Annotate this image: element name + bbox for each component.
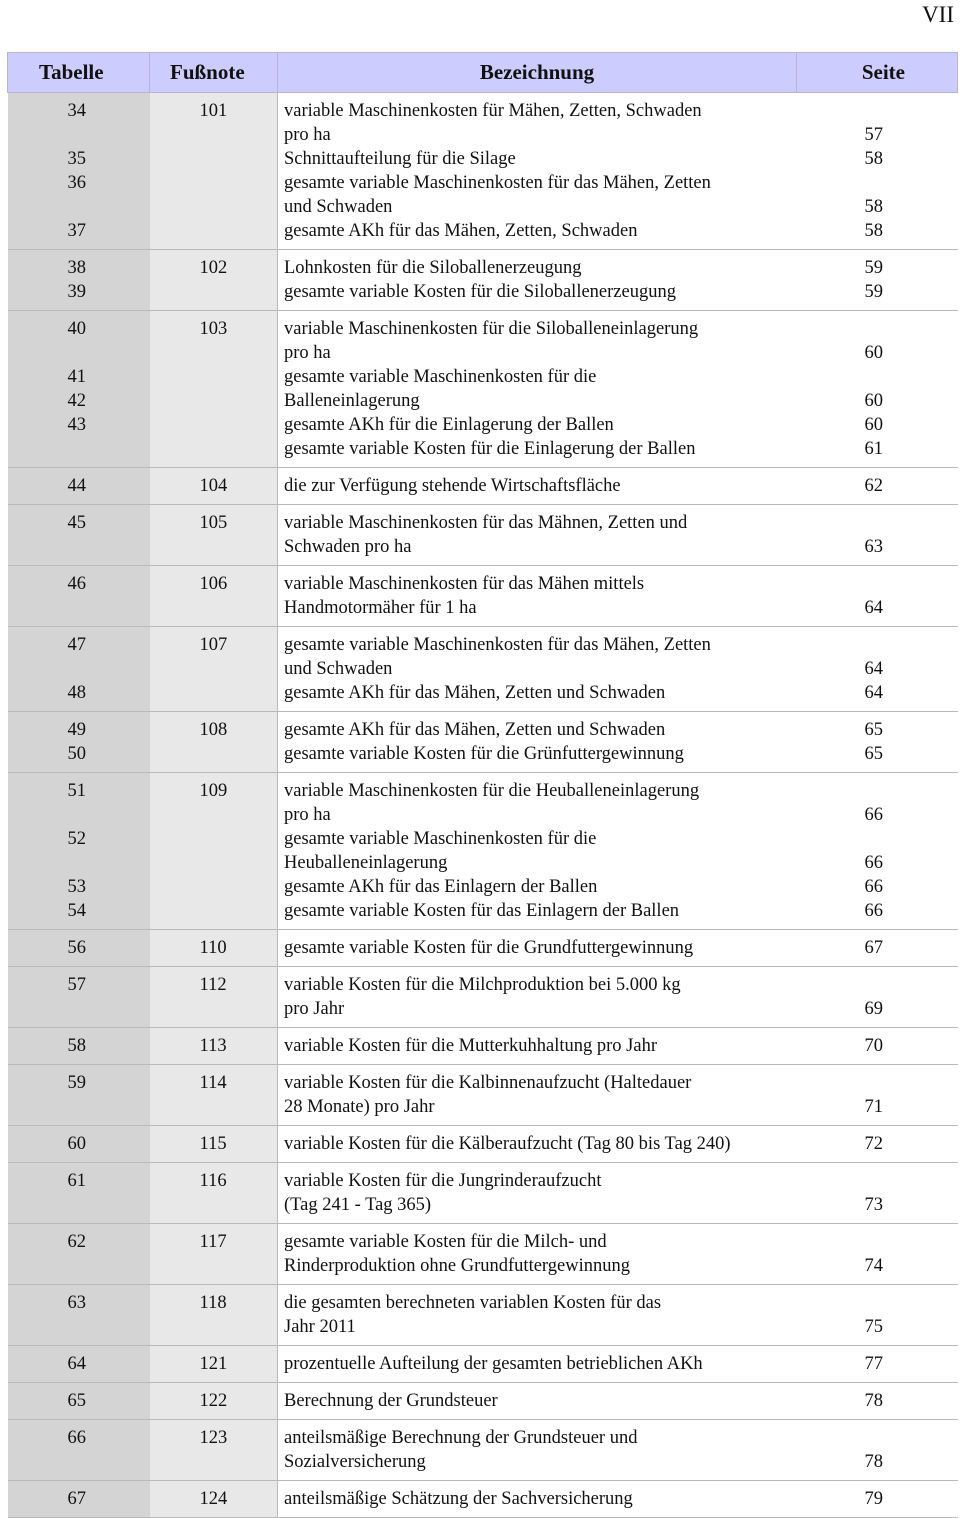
page-number-ref — [865, 171, 958, 195]
page-cell — [797, 468, 958, 505]
page-cell — [797, 1420, 958, 1481]
table-number-cell — [8, 468, 150, 505]
table-number: 61 — [67, 1171, 86, 1191]
page-number-ref — [865, 511, 958, 535]
page-number-ref: 79 — [864, 1489, 883, 1509]
footnote-cell — [150, 1126, 278, 1163]
table-body — [8, 93, 958, 1518]
page-number-ref — [865, 317, 958, 341]
description-cell — [278, 311, 797, 468]
page-cell — [797, 311, 958, 468]
table-row — [8, 773, 958, 930]
page-cell — [797, 627, 958, 712]
page-number-ref: 65 — [864, 744, 883, 764]
page-number-ref — [865, 633, 958, 657]
table-row — [8, 712, 958, 773]
table-row — [8, 1065, 958, 1126]
description-line: pro ha — [284, 343, 331, 363]
page-number-ref: 64 — [864, 683, 883, 703]
table-number: 62 — [67, 1232, 86, 1252]
page-number-ref: 71 — [864, 1097, 883, 1117]
table-number-cell — [8, 1285, 150, 1346]
page-number-ref: 66 — [864, 877, 883, 897]
page-number-ref: 64 — [864, 598, 883, 618]
description-cell — [278, 1224, 797, 1285]
page-number-ref: 67 — [864, 938, 883, 958]
footnote-cell — [150, 1163, 278, 1224]
footnote-cell — [150, 1028, 278, 1065]
table-row — [8, 566, 958, 627]
table-number — [68, 1095, 150, 1119]
page-cell — [797, 1126, 958, 1163]
page-number-ref: 61 — [864, 439, 883, 459]
description-cell — [278, 1163, 797, 1224]
table-row — [8, 468, 958, 505]
table-number: 53 — [67, 877, 86, 897]
description-line: variable Maschinenkosten für Mähen, Zetten, Schwaden — [284, 101, 702, 121]
page-number-ref: 58 — [864, 149, 883, 169]
footnote-number: 122 — [199, 1391, 228, 1411]
table-number — [68, 997, 150, 1021]
page-cell — [797, 967, 958, 1028]
page-number-ref — [865, 99, 958, 123]
description-line: variable Kosten für die Jungrinderaufzucht — [284, 1171, 602, 1191]
page-number-ref — [865, 973, 958, 997]
table-row — [8, 250, 958, 311]
table-number: 66 — [67, 1428, 86, 1448]
description-line: die zur Verfügung stehende Wirtschaftsfläche — [284, 476, 621, 496]
table-number: 45 — [67, 513, 86, 533]
footnote-cell — [150, 505, 278, 566]
table-number: 52 — [67, 829, 86, 849]
page-cell — [797, 566, 958, 627]
footnote-number: 108 — [199, 720, 228, 740]
table-number — [68, 535, 150, 559]
page-number-ref — [865, 1426, 958, 1450]
description-cell — [278, 1028, 797, 1065]
table-row — [8, 1285, 958, 1346]
description-line: gesamte AKh für das Einlagern der Ballen — [284, 877, 598, 897]
description-line: Sozialversicherung — [284, 1452, 426, 1472]
table-row — [8, 1028, 958, 1065]
page-number-ref: 60 — [864, 415, 883, 435]
footnote-number: 110 — [199, 938, 227, 958]
table-number — [68, 1193, 150, 1217]
table-number: 64 — [67, 1354, 86, 1374]
table-number-cell — [8, 1163, 150, 1224]
description-cell — [278, 93, 797, 250]
description-cell — [278, 930, 797, 967]
description-line: und Schwaden — [284, 659, 393, 679]
table-number — [68, 1450, 150, 1474]
table-number-cell — [8, 1346, 150, 1383]
table-number — [68, 657, 150, 681]
description-line: die gesamten berechneten variablen Kosten für das — [284, 1293, 662, 1313]
table-number-cell — [8, 93, 150, 250]
footnote-cell — [150, 1481, 278, 1518]
page-cell — [797, 250, 958, 311]
table-number: 56 — [67, 938, 86, 958]
page-number-ref — [865, 779, 958, 803]
page-number-ref — [865, 1230, 958, 1254]
description-line: anteilsmäßige Schätzung der Sachversicherung — [284, 1489, 633, 1509]
footnote-number: 101 — [199, 101, 228, 121]
description-line: Schnittaufteilung für die Silage — [284, 149, 516, 169]
table-number-cell — [8, 250, 150, 311]
page-cell — [797, 1028, 958, 1065]
table-number-cell — [8, 566, 150, 627]
description-line: variable Kosten für die Kalbinnenaufzucht (Haltedauer — [284, 1073, 692, 1093]
table-number: 50 — [67, 744, 86, 764]
description-cell — [278, 1065, 797, 1126]
description-line: gesamte variable Maschinenkosten für die — [284, 367, 597, 387]
description-line: Lohnkosten für die Siloballenerzeugung — [284, 258, 582, 278]
page-number-ref: 57 — [864, 125, 883, 145]
footnote-cell — [150, 712, 278, 773]
table-number — [68, 195, 150, 219]
table-number: 42 — [67, 391, 86, 411]
page-number-ref: 73 — [864, 1195, 883, 1215]
page-number-ref: 62 — [864, 476, 883, 496]
page-cell — [797, 1383, 958, 1420]
table-number: 65 — [67, 1391, 86, 1411]
description-line: variable Maschinenkosten für die Heuballeneinlagerung — [284, 781, 700, 801]
table-row — [8, 505, 958, 566]
page-cell — [797, 1285, 958, 1346]
header-fussnote: Fußnote — [150, 53, 278, 93]
table-number-cell — [8, 1481, 150, 1518]
description-line: variable Maschinenkosten für das Mähnen, Zetten und — [284, 513, 688, 533]
table-number-cell — [8, 1126, 150, 1163]
description-cell — [278, 1420, 797, 1481]
page-cell — [797, 930, 958, 967]
description-line: gesamte variable Maschinenkosten für das Mähen, Zetten — [284, 635, 711, 655]
description-cell — [278, 1126, 797, 1163]
table-number — [68, 437, 150, 461]
table-header — [8, 53, 958, 93]
description-line: gesamte variable Kosten für das Einlagern der Ballen — [284, 901, 680, 921]
table-number: 48 — [67, 683, 86, 703]
description-cell — [278, 1383, 797, 1420]
table-number: 57 — [67, 975, 86, 995]
page-number-ref: 60 — [864, 343, 883, 363]
description-line: gesamte variable Kosten für die Milch- und — [284, 1232, 607, 1252]
table-number — [68, 596, 150, 620]
page-number-ref: 66 — [864, 901, 883, 921]
table-number — [68, 803, 150, 827]
description-line: pro ha — [284, 125, 331, 145]
table-number: 54 — [67, 901, 86, 921]
footnote-cell — [150, 1285, 278, 1346]
table-row — [8, 311, 958, 468]
table-number-cell — [8, 1065, 150, 1126]
page-number-ref: 63 — [864, 537, 883, 557]
description-cell — [278, 627, 797, 712]
table-number: 35 — [67, 149, 86, 169]
page-cell — [797, 712, 958, 773]
description-line: gesamte variable Kosten für die Grünfuttergewinnung — [284, 744, 684, 764]
description-line: gesamte AKh für die Einlagerung der Ballen — [284, 415, 614, 435]
page-cell — [797, 1346, 958, 1383]
footnote-number: 118 — [199, 1293, 227, 1313]
page-number-ref: 75 — [864, 1317, 883, 1337]
page-number-ref: 66 — [864, 853, 883, 873]
footnote-cell — [150, 773, 278, 930]
page-cell — [797, 1065, 958, 1126]
table-number — [68, 1315, 150, 1339]
footnote-cell — [150, 1065, 278, 1126]
table-number: 39 — [67, 282, 86, 302]
description-line: gesamte AKh für das Mähen, Zetten und Schwaden — [284, 720, 666, 740]
table-number: 37 — [67, 221, 86, 241]
page-number-ref: 77 — [864, 1354, 883, 1374]
description-cell — [278, 1285, 797, 1346]
footnote-cell — [150, 1420, 278, 1481]
table-number: 47 — [67, 635, 86, 655]
page-number-ref: 59 — [864, 258, 883, 278]
table-number: 43 — [67, 415, 86, 435]
table-number-cell — [8, 1383, 150, 1420]
footnote-number: 121 — [199, 1354, 228, 1374]
footnote-number: 102 — [199, 258, 228, 278]
table-number-cell — [8, 505, 150, 566]
page-number-ref: 60 — [864, 391, 883, 411]
description-cell — [278, 566, 797, 627]
table-number: 44 — [67, 476, 86, 496]
description-line: gesamte variable Kosten für die Siloballenerzeugung — [284, 282, 676, 302]
table-number — [68, 123, 150, 147]
table-number-cell — [8, 1224, 150, 1285]
footnote-number: 104 — [199, 476, 228, 496]
description-line: gesamte AKh für das Mähen, Zetten und Schwaden — [284, 683, 666, 703]
table-row — [8, 1420, 958, 1481]
page-number-ref: 69 — [864, 999, 883, 1019]
table-number: 49 — [67, 720, 86, 740]
footnote-number: 106 — [199, 574, 228, 594]
footnote-number: 109 — [199, 781, 228, 801]
description-cell — [278, 505, 797, 566]
footnote-cell — [150, 967, 278, 1028]
description-cell — [278, 1346, 797, 1383]
description-line: variable Kosten für die Milchproduktion bei 5.000 kg — [284, 975, 681, 995]
table-number-cell — [8, 1028, 150, 1065]
description-line: variable Kosten für die Mutterkuhhaltung pro Jahr — [284, 1036, 657, 1056]
table-number-cell — [8, 930, 150, 967]
table-row — [8, 1126, 958, 1163]
description-line: gesamte AKh für das Mähen, Zetten, Schwaden — [284, 221, 638, 241]
table-number: 46 — [67, 574, 86, 594]
table-number: 63 — [67, 1293, 86, 1313]
footnote-cell — [150, 1383, 278, 1420]
description-line: Heuballeneinlagerung — [284, 853, 448, 873]
table-number: 60 — [67, 1134, 86, 1154]
footnote-cell — [150, 468, 278, 505]
page-number: VII — [922, 2, 954, 27]
table-row — [8, 1481, 958, 1518]
description-line: gesamte variable Maschinenkosten für das Mähen, Zetten — [284, 173, 711, 193]
page-number-ref — [865, 572, 958, 596]
page-cell — [797, 505, 958, 566]
table-of-tables — [7, 52, 958, 1518]
table-number: 36 — [67, 173, 86, 193]
table-number-cell — [8, 773, 150, 930]
footnote-number: 112 — [199, 975, 227, 995]
table-number-cell — [8, 311, 150, 468]
table-number-cell — [8, 967, 150, 1028]
footnote-cell — [150, 1224, 278, 1285]
footnote-number: 113 — [199, 1036, 227, 1056]
page-number-ref: 78 — [864, 1452, 883, 1472]
footnote-cell — [150, 311, 278, 468]
description-line: pro Jahr — [284, 999, 345, 1019]
page-number-ref — [865, 365, 958, 389]
description-line: Schwaden pro ha — [284, 537, 412, 557]
description-cell — [278, 967, 797, 1028]
footnote-cell — [150, 566, 278, 627]
table-row — [8, 1224, 958, 1285]
header-tabelle: Tabelle — [8, 53, 150, 93]
description-line: pro ha — [284, 805, 331, 825]
description-line: prozentuelle Aufteilung der gesamten betrieblichen AKh — [284, 1354, 703, 1374]
footnote-number: 114 — [199, 1073, 227, 1093]
page-number-ref: 78 — [864, 1391, 883, 1411]
description-line: Berechnung der Grundsteuer — [284, 1391, 498, 1411]
footnote-number: 115 — [199, 1134, 227, 1154]
footnote-cell — [150, 1346, 278, 1383]
page-number-ref: 58 — [864, 221, 883, 241]
page-number-ref: 74 — [864, 1256, 883, 1276]
page-number-ref: 58 — [864, 197, 883, 217]
description-cell — [278, 1481, 797, 1518]
page-cell — [797, 93, 958, 250]
table-number: 51 — [67, 781, 86, 801]
table-number — [68, 341, 150, 365]
description-cell — [278, 468, 797, 505]
footnote-number: 117 — [199, 1232, 227, 1252]
table-number: 59 — [67, 1073, 86, 1093]
description-cell — [278, 712, 797, 773]
description-line: (Tag 241 - Tag 365) — [284, 1195, 432, 1215]
table-row — [8, 930, 958, 967]
description-line: 28 Monate) pro Jahr — [284, 1097, 435, 1117]
description-line: Jahr 2011 — [284, 1317, 356, 1337]
page-cell — [797, 1481, 958, 1518]
description-line: Balleneinlagerung — [284, 391, 420, 411]
table-row — [8, 1346, 958, 1383]
table-number — [68, 1254, 150, 1278]
page-number-ref — [865, 1071, 958, 1095]
description-line: gesamte variable Maschinenkosten für die — [284, 829, 597, 849]
footnote-number: 124 — [199, 1489, 228, 1509]
footnote-cell — [150, 250, 278, 311]
header-seite: Seite — [797, 53, 958, 93]
table-row — [8, 1163, 958, 1224]
description-line: variable Kosten für die Kälberaufzucht (Tag 80 bis Tag 240) — [284, 1134, 731, 1154]
footnote-number: 123 — [199, 1428, 228, 1448]
table-number: 34 — [67, 101, 86, 121]
description-line: variable Maschinenkosten für das Mähen mittels — [284, 574, 645, 594]
footnote-number: 107 — [199, 635, 228, 655]
table-row — [8, 627, 958, 712]
footnote-number: 103 — [199, 319, 228, 339]
footnote-cell — [150, 93, 278, 250]
description-line: gesamte variable Kosten für die Einlagerung der Ballen — [284, 439, 696, 459]
table-row — [8, 967, 958, 1028]
description-line: variable Maschinenkosten für die Siloballeneinlagerung — [284, 319, 699, 339]
description-line: und Schwaden — [284, 197, 393, 217]
header-bezeichnung: Bezeichnung — [278, 53, 797, 93]
page-number-ref — [865, 827, 958, 851]
description-line: gesamte variable Kosten für die Grundfuttergewinnung — [284, 938, 694, 958]
page-number-ref — [865, 1291, 958, 1315]
page-number-ref: 72 — [864, 1134, 883, 1154]
description-line: Rinderproduktion ohne Grundfuttergewinnung — [284, 1256, 630, 1276]
table-row — [8, 93, 958, 250]
description-line: Handmotormäher für 1 ha — [284, 598, 477, 618]
footnote-number: 116 — [199, 1171, 227, 1191]
description-line: anteilsmäßige Berechnung der Grundsteuer und — [284, 1428, 638, 1448]
page-cell — [797, 773, 958, 930]
page-number-ref: 65 — [864, 720, 883, 740]
table-number-cell — [8, 712, 150, 773]
page-number-ref: 64 — [864, 659, 883, 679]
table-number: 41 — [67, 367, 86, 387]
page-number-ref: 70 — [864, 1036, 883, 1056]
table-number: 40 — [67, 319, 86, 339]
table-number — [68, 851, 150, 875]
table-number: 58 — [67, 1036, 86, 1056]
table-number: 38 — [67, 258, 86, 278]
table-number: 67 — [67, 1489, 86, 1509]
table-number-cell — [8, 1420, 150, 1481]
footnote-number: 105 — [199, 513, 228, 533]
page-number-ref: 59 — [864, 282, 883, 302]
footnote-cell — [150, 930, 278, 967]
page-cell — [797, 1163, 958, 1224]
description-cell — [278, 250, 797, 311]
page-number-ref: 66 — [864, 805, 883, 825]
page-number-ref — [865, 1169, 958, 1193]
table-row — [8, 1383, 958, 1420]
page-cell — [797, 1224, 958, 1285]
description-cell — [278, 773, 797, 930]
table-number-cell — [8, 627, 150, 712]
footnote-cell — [150, 627, 278, 712]
